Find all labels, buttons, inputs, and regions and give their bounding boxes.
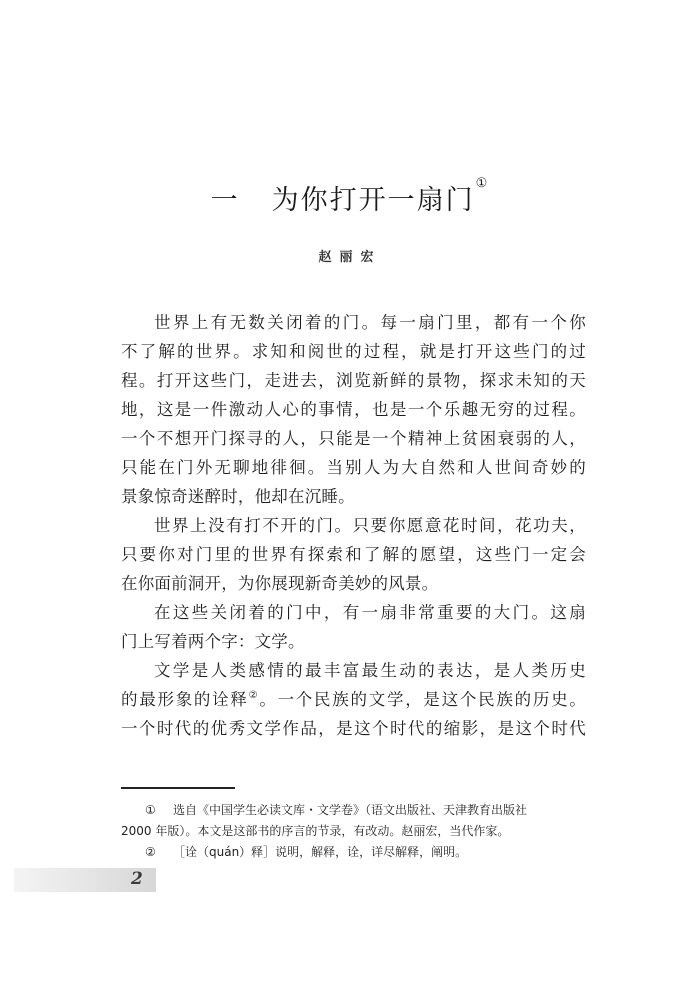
body-line <box>121 453 586 482</box>
body-line <box>121 598 586 627</box>
footnote-mark: ① <box>145 803 156 817</box>
body-line-text: 地，这是一件激动人心的事情，也是一个乐趣无穷的过程。 <box>121 400 586 419</box>
body-line <box>121 627 586 656</box>
footnote-line <box>121 821 591 842</box>
body-line-text: 景象惊奇迷醉时，他却在沉睡。 <box>121 487 355 506</box>
chapter-number: 一 <box>210 185 240 216</box>
author-name: 赵丽宏 <box>318 250 382 265</box>
body-line-text: 一个不想开门探寻的人，只能是一个精神上贫困衰弱的人， <box>121 429 586 448</box>
body-line-text: 门上写着两个字：文学。 <box>121 632 305 651</box>
body-line <box>121 714 586 743</box>
footnote-text: 2000 年版）。本文是这部书的序言的节录，有改动。赵丽宏，当代作家。 <box>121 824 510 838</box>
body-line-text: 。一个民族的文学，是这个民族的历史。 <box>259 690 586 709</box>
body-line <box>121 569 586 598</box>
title-footnote-mark[interactable]: ① <box>475 176 490 191</box>
footnote-text: ［诠（quán）释］说明，解释，诠，详尽解释，阐明。 <box>173 845 468 859</box>
footnote-divider <box>121 787 235 789</box>
body-line <box>121 482 586 511</box>
page-number: 2 <box>131 869 143 889</box>
body-line-text: 程。打开这些门，走进去，浏览新鲜的景物，探求未知的天 <box>121 371 586 390</box>
footnote-mark: ② <box>145 845 156 859</box>
footnote-line <box>121 842 591 863</box>
article-title <box>0 178 700 217</box>
body-line <box>121 685 586 714</box>
body-line <box>121 656 586 685</box>
footnotes <box>121 800 591 863</box>
footnote-text: 选自《中国学生必读文库・文学卷》（语文出版社、天津教育出版社 <box>173 803 528 817</box>
footnote-reference[interactable]: ② <box>248 690 260 701</box>
body-line-text: 在你面前洞开，为你展现新奇美妙的风景。 <box>121 574 439 593</box>
footnote-line <box>121 800 591 821</box>
body-line <box>121 511 586 540</box>
body-line-text: 只要你对门里的世界有探索和了解的愿望，这些门一定会 <box>121 545 586 564</box>
body-line-text: 一个时代的优秀文学作品，是这个时代的缩影，是这个时代 <box>121 719 586 738</box>
body-line <box>121 424 586 453</box>
article-body <box>121 308 586 743</box>
body-line-text: 不了解的世界。求知和阅世的过程，就是打开这些门的过 <box>121 342 586 361</box>
body-line-text: 只能在门外无聊地徘徊。当别人为大自然和人世间奇妙的 <box>121 458 586 477</box>
body-line <box>121 366 586 395</box>
body-line <box>121 395 586 424</box>
body-line <box>121 540 586 569</box>
body-line-text: 在这些关闭着的门中，有一扇非常重要的大门。这扇 <box>154 603 586 622</box>
title-text: 为你打开一扇门 <box>271 185 475 216</box>
body-line-text: 世界上没有打不开的门。只要你愿意花时间，花功夫， <box>154 516 586 535</box>
body-line-text: 文学是人类感情的最丰富最生动的表达，是人类历史 <box>154 661 586 680</box>
body-line <box>121 337 586 366</box>
body-line <box>121 308 586 337</box>
body-line-text: 的最形象的诠释 <box>121 690 249 709</box>
body-line-text: 世界上有无数关闭着的门。每一扇门里，都有一个你 <box>154 313 586 332</box>
